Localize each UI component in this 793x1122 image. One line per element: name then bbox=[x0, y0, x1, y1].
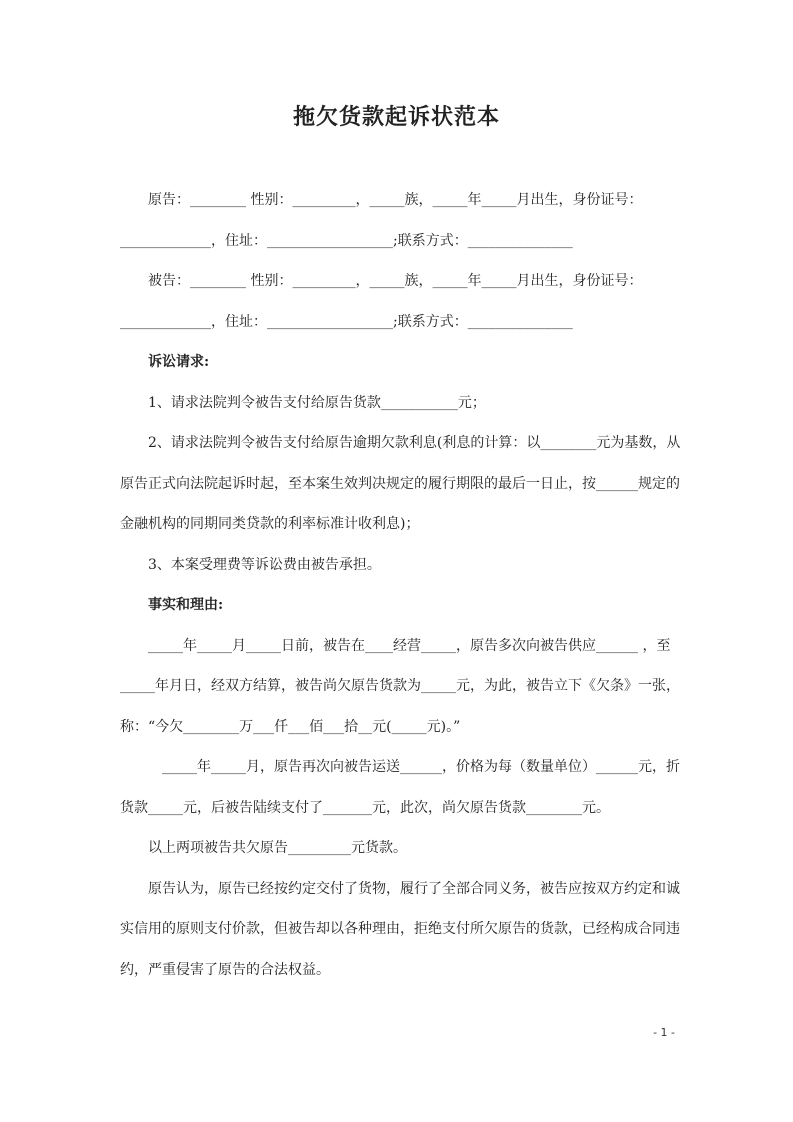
facts-heading: 事实和理由: bbox=[148, 597, 224, 613]
facts-paragraph-3: 以上两项被告共欠原告_________元货款。 bbox=[148, 840, 407, 856]
claim-item-1: 1、请求法院判令被告支付给原告货款___________元； bbox=[148, 394, 486, 411]
page-number: - 1 - bbox=[653, 1026, 675, 1039]
document-body bbox=[120, 184, 681, 994]
document-title: 拖欠货款起诉状范本 bbox=[292, 104, 500, 130]
claim-item-3: 3、本案受理费等诉讼费由被告承担。 bbox=[148, 556, 381, 573]
claim-item-2-line-2: 原告正式向法院起诉时起，至本案生效判决规定的履行期限的最后一日止，按______规定的 bbox=[120, 475, 680, 492]
claim-item-2-line-3: 金融机构的同期同类贷款的利率标准计收利息)； bbox=[120, 516, 420, 532]
facts-paragraph-2-line-2: 货款_____元，后被告陆续支付了_______元，此次，尚欠原告货款________元。 bbox=[120, 799, 610, 816]
facts-paragraph-4-line-2: 实信用的原则支付价款，但被告却以各种理由，拒绝支付所欠原告的货款，已经构成合同违 bbox=[120, 921, 680, 937]
facts-paragraph-2-line-1: _____年_____月，原告再次向被告运送______，价格为每（数量单位）______元，折 bbox=[162, 759, 680, 775]
facts-paragraph-1-line-3: 称：“今欠________万___仟___佰___拾__元(_____元)。” bbox=[120, 718, 461, 735]
plaintiff-line-2: _____________，住址：__________________;联系方式：_______________ bbox=[120, 232, 573, 249]
defendant-line-1: 被告：________ 性别：_________，_____族，_____年_____月出生，身份证号： bbox=[148, 273, 643, 289]
facts-paragraph-4-line-1: 原告认为，原告已经按约定交付了货物，履行了全部合同义务，被告应按双方约定和诚 bbox=[148, 880, 680, 897]
claim-item-2-line-1: 2、请求法院判令被告支付给原告逾期欠款利息(利息的计算：以________元为基数，从 bbox=[148, 435, 681, 451]
plaintiff-line-1: 原告：________ 性别：_________，_____族，_____年_____月出生，身份证号： bbox=[148, 192, 643, 208]
facts-paragraph-4-line-3: 约，严重侵害了原告的合法权益。 bbox=[120, 961, 330, 978]
defendant-line-2: _____________，住址：__________________;联系方式：_______________ bbox=[120, 313, 573, 330]
claims-heading: 诉讼请求: bbox=[148, 354, 210, 370]
facts-paragraph-1-line-1: _____年_____月_____日前，被告在____经营_____，原告多次向被告供应______ ，至 bbox=[148, 637, 671, 654]
facts-paragraph-1-line-2: _____年月日，经双方结算，被告尚欠原告货款为_____元，为此，被告立下《欠条》一张， bbox=[120, 678, 680, 694]
